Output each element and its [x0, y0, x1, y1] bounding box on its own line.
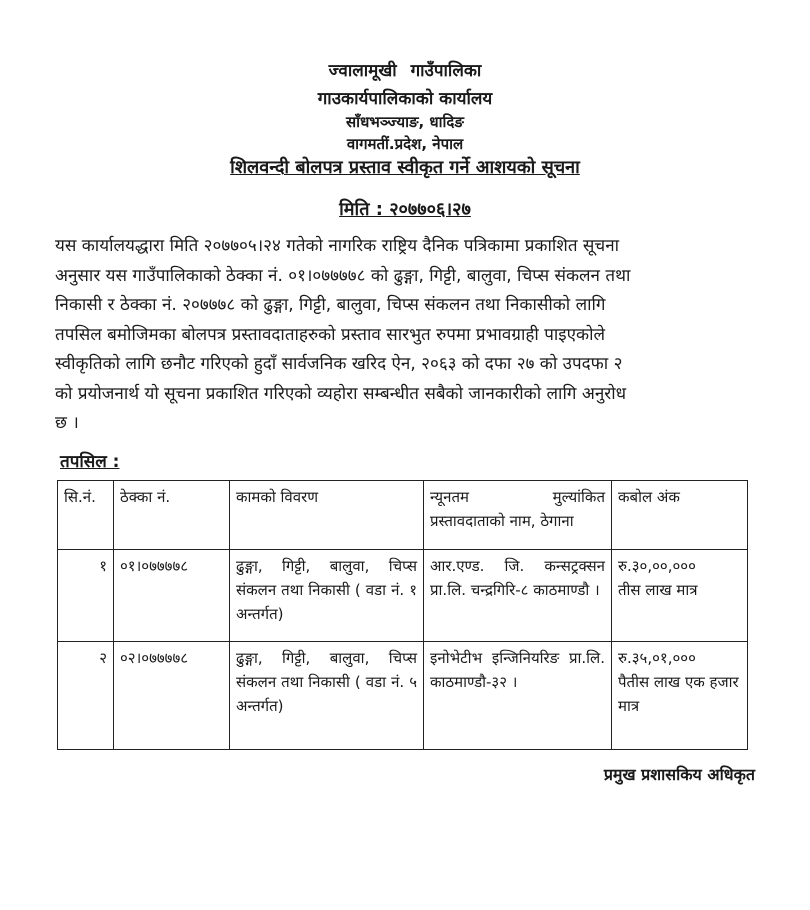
body-line: छ । [55, 413, 79, 433]
cell-description: ढुङ्गा, गिट्टी, बालुवा, चिप्स संकलन तथा निकासी ( वडा नं. १ अन्तर्गत) [230, 550, 424, 642]
notice-title: शिलवन्दी बोलपत्र प्रस्ताव स्वीकृत गर्ने आशयको सूचना [230, 157, 580, 178]
body-line: यस कार्यालयद्धारा मिति २०७७०५।२४ गतेको नागरिक राष्ट्रिय दैनिक पत्रिकामा प्रकाशित सूचना [55, 236, 620, 256]
notice-date: मिति : २०७७०६।२७ [339, 199, 471, 220]
cell-sn: २ [58, 642, 114, 750]
notice-body [55, 232, 760, 439]
header-sn: सि.नं. [58, 481, 114, 550]
amount-words: तीस लाख मात्र [618, 581, 698, 599]
cell-amount [612, 642, 748, 750]
address-line-2: वागमतीं.प्रदेश, नेपाल [346, 135, 464, 153]
bid-table [57, 480, 748, 750]
header-contract-no: ठेक्का नं. [114, 481, 230, 550]
header-bidder: न्यूनतम मुल्यांकित प्रस्तावदाताको नाम, ठेगाना [424, 481, 612, 550]
body-line: तपसिल बमोजिमका बोलपत्र प्रस्तावदाताहरुको प्रस्ताव सारभुत रुपमा प्रभावग्राही पाइएकोले [55, 324, 605, 345]
cell-bidder: आर.एण्ड. जि. कन्सट्रक्सन प्रा.लि. चन्द्रगिरि-८ काठमाण्डौ । [424, 550, 612, 642]
body-line: अनुसार यस गाउँपालिकाको ठेक्का नं. ०१।०७७७७८ को ढुङ्गा, गिट्टी, बालुवा, चिप्स संकलन तथा [55, 265, 631, 286]
cell-description: ढुङ्गा, गिट्टी, बालुवा, चिप्स संकलन तथा निकासी ( वडा नं. ५ अन्तर्गत) [230, 642, 424, 750]
cell-contract-no: ०२।०७७७७८ [114, 642, 230, 750]
amount-words: पैतीस लाख एक हजार मात्र [618, 673, 739, 715]
body-line: निकासी र ठेक्का नं. २०७७७८ को ढुङ्गा, गिट्टी, बालुवा, चिप्स संकलन तथा निकासीको लागि [55, 295, 606, 315]
amount-figure: रु.३०,००,००० [618, 557, 696, 575]
office-name: ज्वालामूखी गाउँपालिका [328, 61, 482, 81]
cell-amount [612, 550, 748, 642]
body-line: स्वीकृतिको लागि छनौट गरिएको हुदाँ सार्वजनिक खरिद ऐन, २०६३ को दफा २७ को उपदफा २ [55, 354, 623, 374]
table-row [58, 642, 748, 750]
office-subtitle: गाउकार्यपालिकाको कार्यालय [317, 89, 493, 109]
header-description: कामको विवरण [230, 481, 424, 550]
body-line: को प्रयोजनार्थ यो सूचना प्रकाशित गरिएको व्यहोरा सम्बन्धीत सबैको जानकारीको लागि अनुरोध [55, 383, 627, 404]
cell-sn: १ [58, 550, 114, 642]
cell-contract-no: ०१।०७७७७८ [114, 550, 230, 642]
table-row [58, 550, 748, 642]
address-line-1: साँधभञ्ज्याङ, धादिङ [346, 113, 464, 131]
header-amount: कबोल अंक [612, 481, 748, 550]
schedule-label: तपसिल : [60, 452, 120, 472]
cell-bidder: इनोभेटीभ इन्जिनियरिङ प्रा.लि. काठमाण्डौ-३२ । [424, 642, 612, 750]
amount-figure: रु.३५,०१,००० [618, 649, 696, 667]
signature-title: प्रमुख प्रशासकिय अधिकृत [603, 765, 755, 784]
table-header-row [58, 481, 748, 550]
